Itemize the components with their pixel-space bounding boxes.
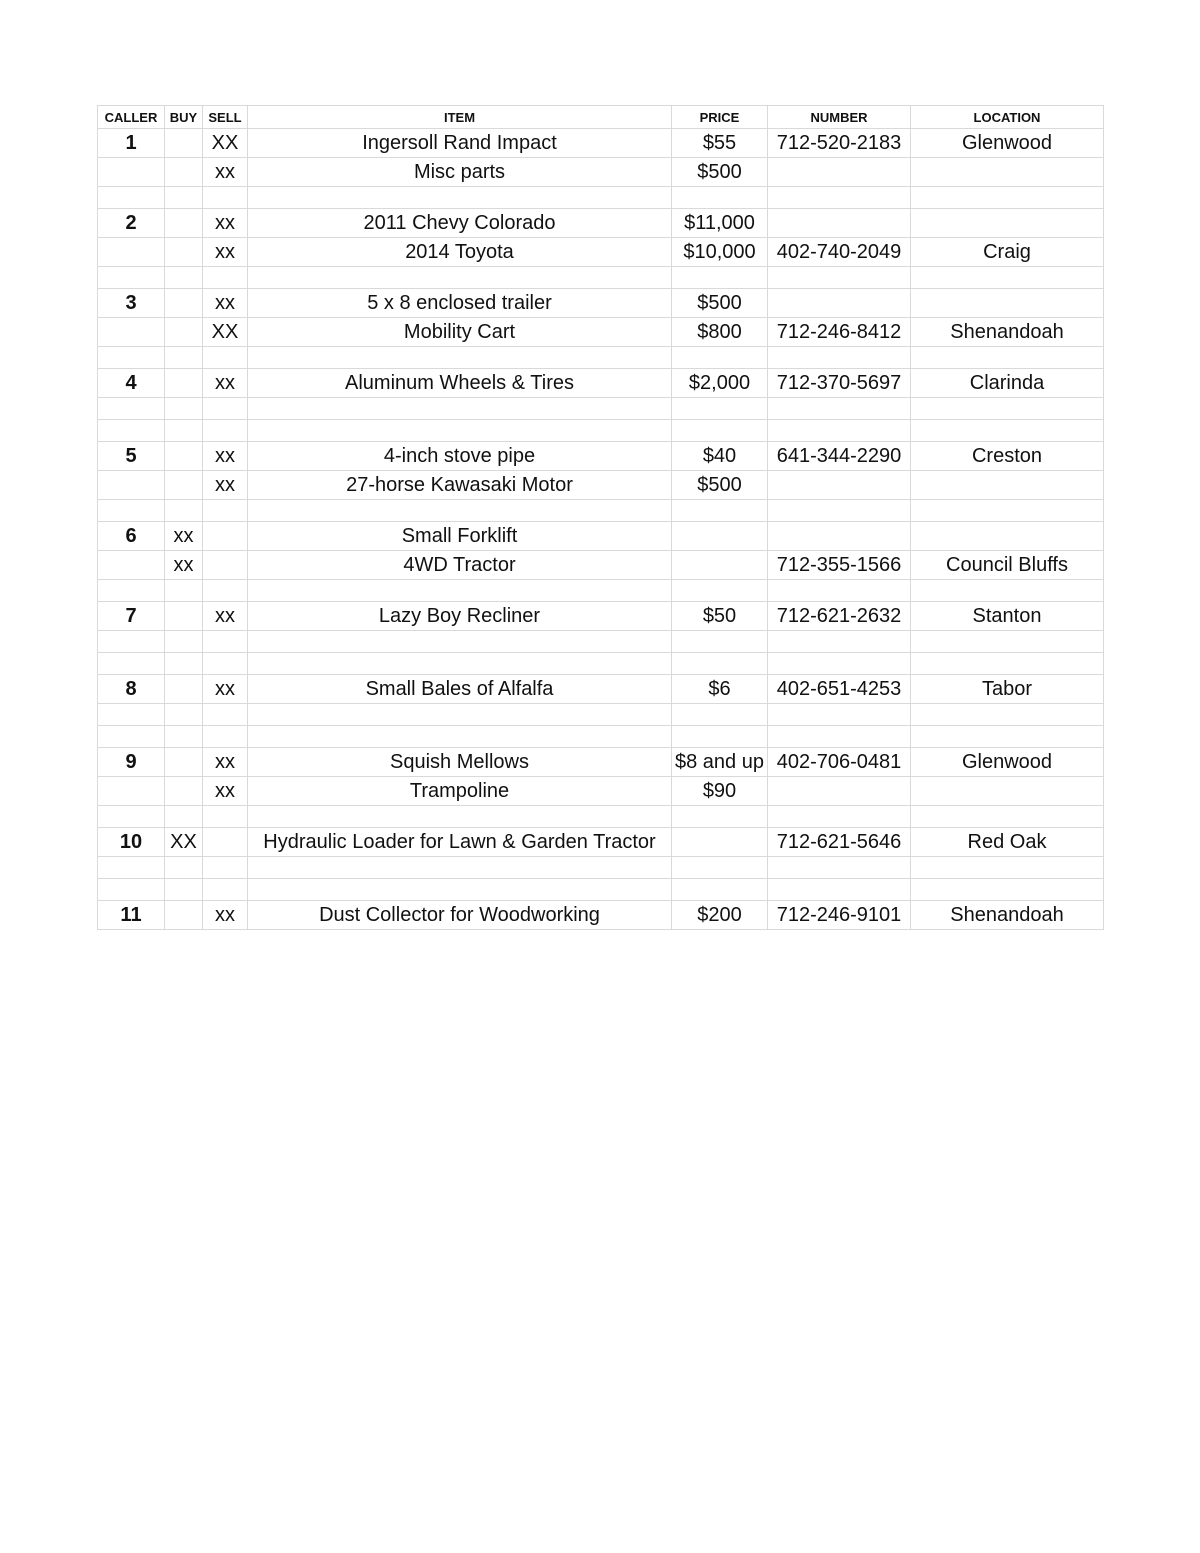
header-item: ITEM	[248, 106, 672, 129]
cell-price: $2,000	[672, 369, 768, 398]
cell-location	[911, 522, 1104, 551]
table-row	[98, 828, 1104, 857]
cell-caller	[98, 238, 165, 267]
empty-cell	[165, 653, 203, 675]
spacer-row	[98, 267, 1104, 289]
table-row	[98, 209, 1104, 238]
empty-cell	[911, 580, 1104, 602]
empty-cell	[98, 398, 165, 420]
cell-price	[672, 522, 768, 551]
cell-number	[768, 209, 911, 238]
cell-location	[911, 289, 1104, 318]
cell-caller: 10	[98, 828, 165, 857]
cell-price: $90	[672, 777, 768, 806]
empty-cell	[165, 631, 203, 653]
table-row	[98, 901, 1104, 930]
cell-sell: xx	[203, 602, 248, 631]
cell-buy: xx	[165, 522, 203, 551]
empty-cell	[165, 347, 203, 369]
empty-cell	[672, 704, 768, 726]
cell-number	[768, 158, 911, 187]
cell-sell: xx	[203, 471, 248, 500]
cell-location: Glenwood	[911, 129, 1104, 158]
empty-cell	[165, 704, 203, 726]
cell-number: 641-344-2290	[768, 442, 911, 471]
cell-buy	[165, 602, 203, 631]
cell-buy	[165, 129, 203, 158]
cell-price: $50	[672, 602, 768, 631]
empty-cell	[98, 267, 165, 289]
cell-location: Shenandoah	[911, 901, 1104, 930]
cell-sell: xx	[203, 442, 248, 471]
header-number: NUMBER	[768, 106, 911, 129]
empty-cell	[165, 857, 203, 879]
cell-caller	[98, 471, 165, 500]
cell-item: 5 x 8 enclosed trailer	[248, 289, 672, 318]
empty-cell	[203, 631, 248, 653]
spacer-row	[98, 420, 1104, 442]
empty-cell	[768, 631, 911, 653]
cell-price: $10,000	[672, 238, 768, 267]
cell-item: Trampoline	[248, 777, 672, 806]
cell-buy	[165, 675, 203, 704]
cell-caller: 6	[98, 522, 165, 551]
cell-caller: 3	[98, 289, 165, 318]
empty-cell	[203, 187, 248, 209]
empty-cell	[203, 704, 248, 726]
empty-cell	[98, 806, 165, 828]
empty-cell	[768, 267, 911, 289]
empty-cell	[672, 857, 768, 879]
empty-cell	[165, 879, 203, 901]
cell-item: Misc parts	[248, 158, 672, 187]
spacer-row	[98, 857, 1104, 879]
empty-cell	[203, 806, 248, 828]
empty-cell	[248, 879, 672, 901]
empty-cell	[248, 704, 672, 726]
cell-caller	[98, 318, 165, 347]
empty-cell	[911, 879, 1104, 901]
empty-cell	[98, 653, 165, 675]
table-row	[98, 522, 1104, 551]
spacer-row	[98, 806, 1104, 828]
empty-cell	[768, 653, 911, 675]
header-row	[98, 106, 1104, 129]
cell-item: Ingersoll Rand Impact	[248, 129, 672, 158]
empty-cell	[203, 267, 248, 289]
empty-cell	[248, 347, 672, 369]
cell-item: 4WD Tractor	[248, 551, 672, 580]
spacer-row	[98, 653, 1104, 675]
cell-location: Red Oak	[911, 828, 1104, 857]
empty-cell	[911, 631, 1104, 653]
cell-buy: XX	[165, 828, 203, 857]
cell-location: Council Bluffs	[911, 551, 1104, 580]
empty-cell	[248, 631, 672, 653]
empty-cell	[672, 187, 768, 209]
cell-location: Stanton	[911, 602, 1104, 631]
empty-cell	[165, 500, 203, 522]
header-location: LOCATION	[911, 106, 1104, 129]
table-row	[98, 129, 1104, 158]
cell-price: $500	[672, 289, 768, 318]
empty-cell	[248, 500, 672, 522]
spacer-row	[98, 726, 1104, 748]
empty-cell	[672, 267, 768, 289]
table-row	[98, 602, 1104, 631]
empty-cell	[911, 347, 1104, 369]
cell-location: Tabor	[911, 675, 1104, 704]
empty-cell	[165, 580, 203, 602]
cell-number: 402-651-4253	[768, 675, 911, 704]
spacer-row	[98, 879, 1104, 901]
empty-cell	[768, 580, 911, 602]
cell-buy	[165, 369, 203, 398]
cell-item: 27-horse Kawasaki Motor	[248, 471, 672, 500]
cell-number	[768, 471, 911, 500]
cell-caller	[98, 551, 165, 580]
table-row	[98, 318, 1104, 347]
cell-buy: xx	[165, 551, 203, 580]
cell-price	[672, 551, 768, 580]
empty-cell	[248, 187, 672, 209]
empty-cell	[768, 806, 911, 828]
empty-cell	[672, 631, 768, 653]
cell-buy	[165, 471, 203, 500]
empty-cell	[98, 704, 165, 726]
cell-location	[911, 158, 1104, 187]
cell-location: Shenandoah	[911, 318, 1104, 347]
cell-sell: XX	[203, 318, 248, 347]
cell-buy	[165, 238, 203, 267]
cell-sell: xx	[203, 748, 248, 777]
empty-cell	[768, 857, 911, 879]
cell-sell: xx	[203, 209, 248, 238]
empty-cell	[911, 398, 1104, 420]
cell-price: $6	[672, 675, 768, 704]
empty-cell	[911, 726, 1104, 748]
cell-sell: xx	[203, 675, 248, 704]
empty-cell	[911, 806, 1104, 828]
empty-cell	[672, 726, 768, 748]
cell-item: Lazy Boy Recliner	[248, 602, 672, 631]
cell-price: $500	[672, 471, 768, 500]
empty-cell	[672, 420, 768, 442]
empty-cell	[768, 187, 911, 209]
empty-cell	[911, 857, 1104, 879]
empty-cell	[768, 879, 911, 901]
empty-cell	[203, 857, 248, 879]
empty-cell	[672, 500, 768, 522]
cell-location	[911, 777, 1104, 806]
empty-cell	[248, 398, 672, 420]
cell-location: Clarinda	[911, 369, 1104, 398]
classifieds-table	[97, 105, 1104, 930]
cell-buy	[165, 748, 203, 777]
cell-item: Small Forklift	[248, 522, 672, 551]
empty-cell	[768, 500, 911, 522]
spacer-row	[98, 500, 1104, 522]
empty-cell	[248, 580, 672, 602]
cell-sell: xx	[203, 238, 248, 267]
cell-location: Creston	[911, 442, 1104, 471]
cell-number: 712-355-1566	[768, 551, 911, 580]
cell-number: 712-520-2183	[768, 129, 911, 158]
cell-item: 2011 Chevy Colorado	[248, 209, 672, 238]
cell-caller	[98, 158, 165, 187]
cell-caller: 1	[98, 129, 165, 158]
empty-cell	[98, 187, 165, 209]
empty-cell	[165, 267, 203, 289]
header-price: PRICE	[672, 106, 768, 129]
table-row	[98, 675, 1104, 704]
table-row	[98, 289, 1104, 318]
cell-number: 402-740-2049	[768, 238, 911, 267]
empty-cell	[165, 726, 203, 748]
cell-number: 712-621-2632	[768, 602, 911, 631]
empty-cell	[911, 267, 1104, 289]
spacer-row	[98, 187, 1104, 209]
cell-sell: xx	[203, 901, 248, 930]
empty-cell	[98, 580, 165, 602]
cell-caller: 2	[98, 209, 165, 238]
cell-buy	[165, 777, 203, 806]
table-row	[98, 369, 1104, 398]
table-row	[98, 442, 1104, 471]
empty-cell	[911, 653, 1104, 675]
cell-number	[768, 289, 911, 318]
empty-cell	[98, 500, 165, 522]
cell-sell: xx	[203, 289, 248, 318]
empty-cell	[98, 420, 165, 442]
cell-item: Aluminum Wheels & Tires	[248, 369, 672, 398]
cell-buy	[165, 901, 203, 930]
empty-cell	[203, 500, 248, 522]
empty-cell	[672, 347, 768, 369]
empty-cell	[911, 500, 1104, 522]
cell-sell	[203, 522, 248, 551]
cell-number	[768, 522, 911, 551]
empty-cell	[248, 726, 672, 748]
cell-item: Dust Collector for Woodworking	[248, 901, 672, 930]
cell-number: 712-246-8412	[768, 318, 911, 347]
cell-buy	[165, 158, 203, 187]
empty-cell	[203, 726, 248, 748]
cell-sell	[203, 551, 248, 580]
empty-cell	[911, 420, 1104, 442]
table-row	[98, 158, 1104, 187]
cell-item: Mobility Cart	[248, 318, 672, 347]
empty-cell	[203, 398, 248, 420]
table-body	[98, 129, 1104, 930]
cell-location: Craig	[911, 238, 1104, 267]
header-sell: SELL	[203, 106, 248, 129]
cell-caller: 11	[98, 901, 165, 930]
empty-cell	[672, 806, 768, 828]
cell-location	[911, 209, 1104, 238]
cell-caller: 8	[98, 675, 165, 704]
empty-cell	[768, 398, 911, 420]
cell-sell: xx	[203, 777, 248, 806]
cell-price: $11,000	[672, 209, 768, 238]
spacer-row	[98, 398, 1104, 420]
cell-item: Small Bales of Alfalfa	[248, 675, 672, 704]
table-row	[98, 748, 1104, 777]
empty-cell	[248, 420, 672, 442]
empty-cell	[165, 187, 203, 209]
cell-item: 2014 Toyota	[248, 238, 672, 267]
cell-sell: xx	[203, 158, 248, 187]
empty-cell	[768, 347, 911, 369]
empty-cell	[98, 726, 165, 748]
empty-cell	[768, 704, 911, 726]
spacer-row	[98, 631, 1104, 653]
cell-number	[768, 777, 911, 806]
table-row	[98, 471, 1104, 500]
empty-cell	[248, 267, 672, 289]
cell-caller	[98, 777, 165, 806]
cell-caller: 9	[98, 748, 165, 777]
empty-cell	[672, 398, 768, 420]
empty-cell	[203, 653, 248, 675]
cell-price: $40	[672, 442, 768, 471]
empty-cell	[911, 704, 1104, 726]
cell-number: 402-706-0481	[768, 748, 911, 777]
cell-price: $55	[672, 129, 768, 158]
header-caller: CALLER	[98, 106, 165, 129]
cell-number: 712-370-5697	[768, 369, 911, 398]
cell-caller: 4	[98, 369, 165, 398]
cell-sell	[203, 828, 248, 857]
spacer-row	[98, 347, 1104, 369]
cell-price: $500	[672, 158, 768, 187]
spacer-row	[98, 580, 1104, 602]
cell-location	[911, 471, 1104, 500]
empty-cell	[672, 653, 768, 675]
cell-item: Squish Mellows	[248, 748, 672, 777]
cell-item: 4-inch stove pipe	[248, 442, 672, 471]
empty-cell	[768, 726, 911, 748]
cell-buy	[165, 442, 203, 471]
table-row	[98, 551, 1104, 580]
empty-cell	[98, 347, 165, 369]
empty-cell	[768, 420, 911, 442]
cell-item: Hydraulic Loader for Lawn & Garden Tractor	[248, 828, 672, 857]
table-row	[98, 238, 1104, 267]
empty-cell	[672, 879, 768, 901]
empty-cell	[165, 398, 203, 420]
empty-cell	[98, 857, 165, 879]
cell-buy	[165, 209, 203, 238]
empty-cell	[911, 187, 1104, 209]
empty-cell	[248, 806, 672, 828]
empty-cell	[165, 420, 203, 442]
empty-cell	[203, 347, 248, 369]
empty-cell	[248, 653, 672, 675]
cell-price: $8 and up	[672, 748, 768, 777]
empty-cell	[248, 857, 672, 879]
empty-cell	[98, 879, 165, 901]
empty-cell	[203, 580, 248, 602]
cell-caller: 7	[98, 602, 165, 631]
empty-cell	[672, 580, 768, 602]
cell-sell: XX	[203, 129, 248, 158]
cell-sell: xx	[203, 369, 248, 398]
cell-location: Glenwood	[911, 748, 1104, 777]
cell-price: $800	[672, 318, 768, 347]
cell-number: 712-246-9101	[768, 901, 911, 930]
spacer-row	[98, 704, 1104, 726]
cell-number: 712-621-5646	[768, 828, 911, 857]
empty-cell	[165, 806, 203, 828]
table-row	[98, 777, 1104, 806]
cell-buy	[165, 289, 203, 318]
empty-cell	[98, 631, 165, 653]
cell-price	[672, 828, 768, 857]
cell-price: $200	[672, 901, 768, 930]
cell-buy	[165, 318, 203, 347]
empty-cell	[203, 420, 248, 442]
cell-caller: 5	[98, 442, 165, 471]
header-buy: BUY	[165, 106, 203, 129]
empty-cell	[203, 879, 248, 901]
